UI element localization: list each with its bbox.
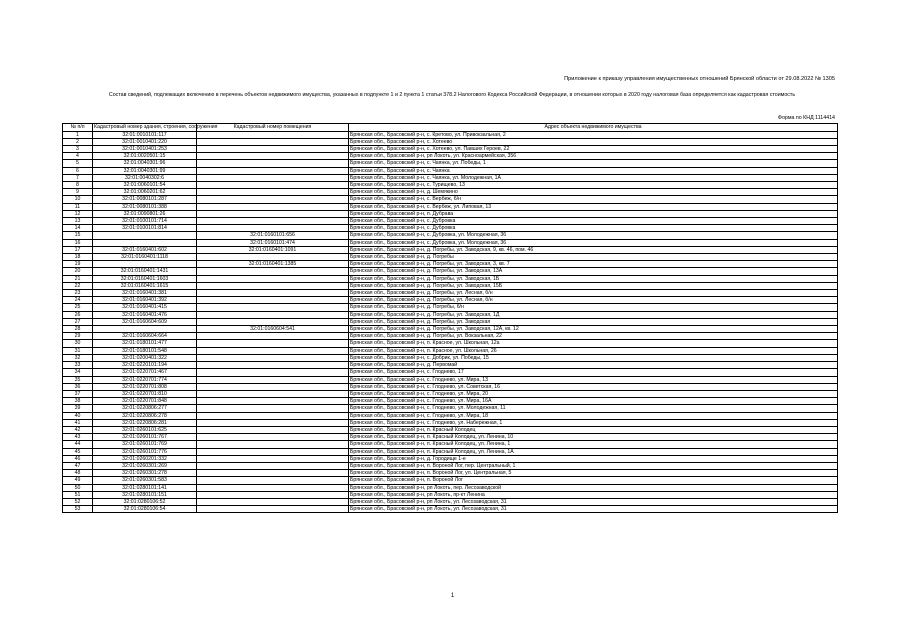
table-row bbox=[63, 398, 838, 405]
premises-cadastral-number bbox=[197, 369, 349, 376]
premises-cadastral-number bbox=[197, 441, 349, 448]
premises-cadastral-number bbox=[197, 210, 349, 217]
row-number: 51 bbox=[63, 491, 93, 498]
object-address: Брянская обл., Брасовский р-н, д. Погребы, ул. Заводская, 1Д bbox=[349, 311, 838, 318]
building-cadastral-number: 32:01:0220806:278 bbox=[93, 412, 197, 419]
table-row bbox=[63, 174, 838, 181]
row-number: 13 bbox=[63, 218, 93, 225]
building-cadastral-number: 32:01:0160401:476 bbox=[93, 311, 197, 318]
building-cadastral-number: 32:01:0160401:1118 bbox=[93, 254, 197, 261]
table-row bbox=[63, 333, 838, 340]
premises-cadastral-number bbox=[197, 354, 349, 361]
table-row bbox=[63, 131, 838, 138]
row-number: 4 bbox=[63, 153, 93, 160]
premises-cadastral-number bbox=[197, 167, 349, 174]
row-number: 31 bbox=[63, 347, 93, 354]
table-row bbox=[63, 261, 838, 268]
object-address: Брянская обл., Брасовский р-н, п. Красный Колодец, ул. Ленина, 1 bbox=[349, 441, 838, 448]
row-number: 22 bbox=[63, 282, 93, 289]
object-address: Брянская обл., Брасовский р-н, д. Погребы, ул. Заводская, 13А bbox=[349, 268, 838, 275]
table-row bbox=[63, 246, 838, 253]
table-row bbox=[63, 340, 838, 347]
row-number: 5 bbox=[63, 160, 93, 167]
table-row bbox=[63, 491, 838, 498]
building-cadastral-number: 32:01:0280101:141 bbox=[93, 484, 197, 491]
row-number: 48 bbox=[63, 470, 93, 477]
object-address: Брянская обл., Брасовский р-н, рп Локоть, ул. Лесозаводская, 31 bbox=[349, 498, 838, 505]
row-number: 15 bbox=[63, 232, 93, 239]
table-row bbox=[63, 390, 838, 397]
table-row bbox=[63, 426, 838, 433]
document-heading: Состав сведений, подлежащих включению в перечень объектов недвижимого имущества, указанных в подпункте 1 и 2 пункта 1 статьи 378.2 Налогового Кодекса Российской Федерации, в отношении которых в 2020 году налоговая база определяется как кадастровая стоимость bbox=[108, 92, 796, 98]
building-cadastral-number: 32:01:0260201:332 bbox=[93, 455, 197, 462]
row-number: 41 bbox=[63, 419, 93, 426]
building-cadastral-number: 32:01:0160401:1615 bbox=[93, 282, 197, 289]
building-cadastral-number: 32:01:0220806:277 bbox=[93, 405, 197, 412]
object-address: Брянская обл., Брасовский р-н, д. Погребы, ул. Лесная, б/н bbox=[349, 297, 838, 304]
row-number: 12 bbox=[63, 210, 93, 217]
table-row bbox=[63, 268, 838, 275]
row-number: 2 bbox=[63, 138, 93, 145]
row-number: 27 bbox=[63, 318, 93, 325]
premises-cadastral-number bbox=[197, 383, 349, 390]
object-address: Брянская обл., Брасовский р-н, с. Вербеж, б/н bbox=[349, 196, 838, 203]
table-row bbox=[63, 412, 838, 419]
object-address: Брянская обл., Брасовский р-н, д. Погребы bbox=[349, 254, 838, 261]
building-cadastral-number: 32:01:0020501:15 bbox=[93, 153, 197, 160]
premises-cadastral-number bbox=[197, 146, 349, 153]
row-number: 11 bbox=[63, 203, 93, 210]
table-row bbox=[63, 218, 838, 225]
object-address: Брянская обл., Брасовский р-н, с. Дубровка, ул. Молодежная, 36 bbox=[349, 239, 838, 246]
object-address: Брянская обл., Брасовский р-н, с. Глоднево, 17 bbox=[349, 369, 838, 376]
premises-cadastral-number bbox=[197, 470, 349, 477]
premises-cadastral-number: 32:01:0160101:656 bbox=[197, 232, 349, 239]
object-address: Брянская обл., Брасовский р-н, с. Дубровка bbox=[349, 225, 838, 232]
premises-cadastral-number bbox=[197, 498, 349, 505]
building-cadastral-number: 32:01:0220701:774 bbox=[93, 376, 197, 383]
row-number: 29 bbox=[63, 333, 93, 340]
premises-cadastral-number: 32:01:0160401:1385 bbox=[197, 261, 349, 268]
table-row bbox=[63, 311, 838, 318]
building-cadastral-number: 32:01:0260301:278 bbox=[93, 470, 197, 477]
premises-cadastral-number bbox=[197, 182, 349, 189]
building-cadastral-number: 32:01:0180101:477 bbox=[93, 340, 197, 347]
premises-cadastral-number bbox=[197, 160, 349, 167]
premises-cadastral-number bbox=[197, 304, 349, 311]
premises-cadastral-number bbox=[197, 333, 349, 340]
building-cadastral-number: 32:01:0090801:26 bbox=[93, 210, 197, 217]
object-address: Брянская обл., Брасовский р-н, с. Дубровка bbox=[349, 218, 838, 225]
table-row bbox=[63, 326, 838, 333]
building-cadastral-number: 32:01:0220701:810 bbox=[93, 390, 197, 397]
object-address: Брянская обл., Брасовский р-н, д. Погребы, ул. Заводская, 15Б bbox=[349, 282, 838, 289]
building-cadastral-number: 32:01:0010101:117 bbox=[93, 131, 197, 138]
row-number: 14 bbox=[63, 225, 93, 232]
object-address: Брянская обл., Брасовский р-н, с. Чаянка, ул. Победы, 1 bbox=[349, 160, 838, 167]
row-number: 44 bbox=[63, 441, 93, 448]
building-cadastral-number: 32:01:0160401:1431 bbox=[93, 268, 197, 275]
table-row bbox=[63, 405, 838, 412]
table-row bbox=[63, 506, 838, 513]
row-number: 26 bbox=[63, 311, 93, 318]
object-address: Брянская обл., Брасовский р-н, с. Глоднево, ул. Молодежная, 11 bbox=[349, 405, 838, 412]
premises-cadastral-number bbox=[197, 311, 349, 318]
building-cadastral-number: 32:01:0280101:151 bbox=[93, 491, 197, 498]
building-cadastral-number: 32:01:0160401:415 bbox=[93, 304, 197, 311]
object-address: Брянская обл., Брасовский р-н, д. Погребы, ул. Лесная, б/н bbox=[349, 290, 838, 297]
premises-cadastral-number bbox=[197, 189, 349, 196]
property-table bbox=[62, 123, 838, 513]
premises-cadastral-number bbox=[197, 390, 349, 397]
row-number: 52 bbox=[63, 498, 93, 505]
object-address: Брянская обл., Брасовский р-н, с. Глоднево, ул. Мира, 16А bbox=[349, 398, 838, 405]
object-address: Брянская обл., Брасовский р-н, д. Погребы, ул. Заводская bbox=[349, 318, 838, 325]
row-number: 42 bbox=[63, 426, 93, 433]
object-address: Брянская обл., Брасовский р-н, с. Глоднево, ул. Мира, 20 bbox=[349, 390, 838, 397]
object-address: Брянская обл., Брасовский р-н, п. Красное, ул. Школьная, 26 bbox=[349, 347, 838, 354]
appendix-line: Приложение к приказу управления имущественных отношений Брянской области от 29.08.2022 № 1305 bbox=[564, 76, 835, 82]
building-cadastral-number: 32:01:0180101:548 bbox=[93, 347, 197, 354]
table-row bbox=[63, 369, 838, 376]
building-cadastral-number: 32:01:0080101:388 bbox=[93, 203, 197, 210]
table-row bbox=[63, 362, 838, 369]
building-cadastral-number: 32:01:0060201:62 bbox=[93, 189, 197, 196]
premises-cadastral-number bbox=[197, 282, 349, 289]
table-row bbox=[63, 138, 838, 145]
row-number: 18 bbox=[63, 254, 93, 261]
table-row bbox=[63, 462, 838, 469]
object-address: Брянская обл., Брасовский р-н, п. Вороной Лог, ул. Центральная, 5 bbox=[349, 470, 838, 477]
building-cadastral-number bbox=[93, 261, 197, 268]
object-address: Брянская обл., Брасовский р-н, д. Погребы, ул. Заводская, 3, кв. 7 bbox=[349, 261, 838, 268]
premises-cadastral-number bbox=[197, 376, 349, 383]
object-address: Брянская обл., Брасовский р-н, с. Чаянка bbox=[349, 167, 838, 174]
building-cadastral-number: 32:01:0280106:52 bbox=[93, 498, 197, 505]
table-row bbox=[63, 290, 838, 297]
row-number: 20 bbox=[63, 268, 93, 275]
building-cadastral-number: 32:01:0100101:814 bbox=[93, 225, 197, 232]
object-address: Брянская обл., Брасовский р-н, с. Дубровка, ул. Молодежная, 36 bbox=[349, 232, 838, 239]
table-row bbox=[63, 232, 838, 239]
table-row bbox=[63, 254, 838, 261]
premises-cadastral-number bbox=[197, 362, 349, 369]
premises-cadastral-number bbox=[197, 419, 349, 426]
premises-cadastral-number bbox=[197, 203, 349, 210]
table-row bbox=[63, 160, 838, 167]
table-row bbox=[63, 282, 838, 289]
row-number: 33 bbox=[63, 362, 93, 369]
building-cadastral-number: 32:01:0260101:769 bbox=[93, 441, 197, 448]
premises-cadastral-number bbox=[197, 290, 349, 297]
row-number: 37 bbox=[63, 390, 93, 397]
object-address: Брянская обл., Брасовский р-н, с. Вербеж, ул. Липовая, 13 bbox=[349, 203, 838, 210]
row-number: 45 bbox=[63, 448, 93, 455]
building-cadastral-number: 32:01:0010401:253 bbox=[93, 146, 197, 153]
table-row bbox=[63, 419, 838, 426]
building-cadastral-number: 32:01:0260101:625 bbox=[93, 426, 197, 433]
premises-cadastral-number bbox=[197, 462, 349, 469]
object-address: Брянская обл., Брасовский р-н, рп Локоть, пр-кт Ленина bbox=[349, 491, 838, 498]
row-number: 28 bbox=[63, 326, 93, 333]
building-cadastral-number: 32:01:0010401:220 bbox=[93, 138, 197, 145]
building-cadastral-number: 32:01:0160401:392 bbox=[93, 297, 197, 304]
row-number: 7 bbox=[63, 174, 93, 181]
object-address: Брянская обл., Брасовский р-н, д. Погребы, б/н bbox=[349, 304, 838, 311]
premises-cadastral-number bbox=[197, 477, 349, 484]
object-address: Брянская обл., Брасовский р-н, с. Хотеево, ул. Павших Героев, 22 bbox=[349, 146, 838, 153]
object-address: Брянская обл., Брасовский р-н, д. Погребы, ул. Заводская, 12А, кв. 12 bbox=[349, 326, 838, 333]
premises-cadastral-number bbox=[197, 275, 349, 282]
object-address: Брянская обл., Брасовский р-н, п. Красное, ул. Школьная, 12а bbox=[349, 340, 838, 347]
row-number: 1 bbox=[63, 131, 93, 138]
row-number: 6 bbox=[63, 167, 93, 174]
premises-cadastral-number bbox=[197, 318, 349, 325]
row-number: 43 bbox=[63, 434, 93, 441]
object-address: Брянская обл., Брасовский р-н, с. Кретово, ул. Привокзальная, 2 bbox=[349, 131, 838, 138]
premises-cadastral-number: 32:01:0160604:541 bbox=[197, 326, 349, 333]
row-number: 9 bbox=[63, 189, 93, 196]
table-row bbox=[63, 347, 838, 354]
building-cadastral-number bbox=[93, 232, 197, 239]
object-address: Брянская обл., Брасовский р-н, с. Чаянка, ул. Молодежная, 1А bbox=[349, 174, 838, 181]
table-row bbox=[63, 304, 838, 311]
building-cadastral-number: 32:01:0260101:776 bbox=[93, 448, 197, 455]
premises-cadastral-number bbox=[197, 297, 349, 304]
table-row bbox=[63, 146, 838, 153]
building-cadastral-number: 32:01:0220701:808 bbox=[93, 383, 197, 390]
building-cadastral-number bbox=[93, 326, 197, 333]
building-cadastral-number: 32:01:0160401:1603 bbox=[93, 275, 197, 282]
table-row bbox=[63, 196, 838, 203]
row-number: 34 bbox=[63, 369, 93, 376]
header-num: № п/п bbox=[63, 124, 93, 132]
building-cadastral-number: 32:01:0080101:287 bbox=[93, 196, 197, 203]
premises-cadastral-number bbox=[197, 347, 349, 354]
premises-cadastral-number bbox=[197, 131, 349, 138]
building-cadastral-number: 32:01:0160604:664 bbox=[93, 333, 197, 340]
object-address: Брянская обл., Брасовский р-н, д. Погребы, ул. Заводская, 9, кв. 46, пом. 46 bbox=[349, 246, 838, 253]
building-cadastral-number: 32:01:0220101:194 bbox=[93, 362, 197, 369]
premises-cadastral-number: 32:01:0160401:1091 bbox=[197, 246, 349, 253]
premises-cadastral-number bbox=[197, 455, 349, 462]
premises-cadastral-number bbox=[197, 448, 349, 455]
row-number: 30 bbox=[63, 340, 93, 347]
premises-cadastral-number bbox=[197, 506, 349, 513]
table-row bbox=[63, 448, 838, 455]
row-number: 32 bbox=[63, 354, 93, 361]
premises-cadastral-number: 32:01:0160101:474 bbox=[197, 239, 349, 246]
row-number: 39 bbox=[63, 405, 93, 412]
table-row bbox=[63, 434, 838, 441]
premises-cadastral-number bbox=[197, 398, 349, 405]
table-row bbox=[63, 167, 838, 174]
building-cadastral-number: 32:01:0040302:6 bbox=[93, 174, 197, 181]
row-number: 35 bbox=[63, 376, 93, 383]
table-row bbox=[63, 239, 838, 246]
row-number: 46 bbox=[63, 455, 93, 462]
object-address: Брянская обл., Брасовский р-н, рп Локоть, ул. Лесозаводская, 31 bbox=[349, 506, 838, 513]
row-number: 50 bbox=[63, 484, 93, 491]
building-cadastral-number: 32:01:0220701:848 bbox=[93, 398, 197, 405]
row-number: 47 bbox=[63, 462, 93, 469]
row-number: 36 bbox=[63, 383, 93, 390]
row-number: 38 bbox=[63, 398, 93, 405]
object-address: Брянская обл., Брасовский р-н, с. Глоднево, ул. Набережная, 1 bbox=[349, 419, 838, 426]
object-address: Брянская обл., Брасовский р-н, п. Дубрава bbox=[349, 210, 838, 217]
row-number: 19 bbox=[63, 261, 93, 268]
premises-cadastral-number bbox=[197, 196, 349, 203]
premises-cadastral-number bbox=[197, 153, 349, 160]
building-cadastral-number: 32:01:0100101:714 bbox=[93, 218, 197, 225]
row-number: 53 bbox=[63, 506, 93, 513]
row-number: 40 bbox=[63, 412, 93, 419]
premises-cadastral-number bbox=[197, 174, 349, 181]
object-address: Брянская обл., Брасовский р-н, д. Городище 1-е bbox=[349, 455, 838, 462]
premises-cadastral-number bbox=[197, 225, 349, 232]
building-cadastral-number: 32:01:0260101:767 bbox=[93, 434, 197, 441]
object-address: Брянская обл., Брасовский р-н, д. Погребы, ул. Заводская, 1Б bbox=[349, 275, 838, 282]
row-number: 3 bbox=[63, 146, 93, 153]
table-header-row bbox=[63, 124, 838, 132]
building-cadastral-number: 32:01:0040301:99 bbox=[93, 167, 197, 174]
premises-cadastral-number bbox=[197, 138, 349, 145]
building-cadastral-number: 32:01:0200401:322 bbox=[93, 354, 197, 361]
building-cadastral-number bbox=[93, 239, 197, 246]
object-address: Брянская обл., Брасовский р-н, д. Погребы, ул. Вокзальная, 22 bbox=[349, 333, 838, 340]
object-address: Брянская обл., Брасовский р-н, с. Хотеево bbox=[349, 138, 838, 145]
premises-cadastral-number bbox=[197, 426, 349, 433]
table-row bbox=[63, 383, 838, 390]
table-row bbox=[63, 354, 838, 361]
premises-cadastral-number bbox=[197, 268, 349, 275]
table-row bbox=[63, 318, 838, 325]
object-address: Брянская обл., Брасовский р-н, п. Красный Колодец bbox=[349, 426, 838, 433]
object-address: Брянская обл., Брасовский р-н, д. Шемякино bbox=[349, 189, 838, 196]
premises-cadastral-number bbox=[197, 405, 349, 412]
object-address: Брянская обл., Брасовский р-н, п. Вороной Лог, пер. Центральный, 1 bbox=[349, 462, 838, 469]
object-address: Брянская обл., Брасовский р-н, с. Глоднево, ул. Мира, 13 bbox=[349, 376, 838, 383]
premises-cadastral-number bbox=[197, 484, 349, 491]
object-address: Брянская обл., Брасовский р-н, п. Красный Колодец, ул. Ленина, 1А bbox=[349, 448, 838, 455]
table-row bbox=[63, 477, 838, 484]
building-cadastral-number: 32:01:0160604:609 bbox=[93, 318, 197, 325]
object-address: Брянская обл., Брасовский р-н, рп Локоть, пер. Лесозаводской bbox=[349, 484, 838, 491]
table-row bbox=[63, 210, 838, 217]
page-number: 1 bbox=[450, 593, 455, 599]
table-row bbox=[63, 153, 838, 160]
table-row bbox=[63, 275, 838, 282]
row-number: 49 bbox=[63, 477, 93, 484]
row-number: 23 bbox=[63, 290, 93, 297]
object-address: Брянская обл., Брасовский р-н, п. Красный Колодец, ул. Ленина, 10 bbox=[349, 434, 838, 441]
object-address: Брянская обл., Брасовский р-н, рп Локоть, ул. Красноармейская, 356 bbox=[349, 153, 838, 160]
header-premises: Кадастровый номер помещения bbox=[197, 124, 349, 132]
object-address: Брянская обл., Брасовский р-н, с. Добрик, ул. Победы, 15 bbox=[349, 354, 838, 361]
form-code: Форма по КНД 1114414 bbox=[777, 115, 835, 121]
building-cadastral-number: 32:01:0220701:467 bbox=[93, 369, 197, 376]
row-number: 10 bbox=[63, 196, 93, 203]
premises-cadastral-number bbox=[197, 491, 349, 498]
table-row bbox=[63, 203, 838, 210]
premises-cadastral-number bbox=[197, 218, 349, 225]
table-row bbox=[63, 470, 838, 477]
object-address: Брянская обл., Брасовский р-н, с. Турищево, 13 bbox=[349, 182, 838, 189]
premises-cadastral-number bbox=[197, 434, 349, 441]
table-row bbox=[63, 182, 838, 189]
row-number: 16 bbox=[63, 239, 93, 246]
building-cadastral-number: 32:01:0040301:96 bbox=[93, 160, 197, 167]
premises-cadastral-number bbox=[197, 340, 349, 347]
table-row bbox=[63, 498, 838, 505]
premises-cadastral-number bbox=[197, 254, 349, 261]
building-cadastral-number: 32:01:0260301:583 bbox=[93, 477, 197, 484]
row-number: 25 bbox=[63, 304, 93, 311]
table-row bbox=[63, 189, 838, 196]
row-number: 24 bbox=[63, 297, 93, 304]
header-address: Адрес объекта недвижимого имущества bbox=[349, 124, 838, 132]
building-cadastral-number: 32:01:0260301:269 bbox=[93, 462, 197, 469]
table-row bbox=[63, 376, 838, 383]
table-row bbox=[63, 297, 838, 304]
object-address: Брянская обл., Брасовский р-н, д. Первомай bbox=[349, 362, 838, 369]
row-number: 17 bbox=[63, 246, 93, 253]
object-address: Брянская обл., Брасовский р-н, с. Глоднево, ул. Мира, 18 bbox=[349, 412, 838, 419]
object-address: Брянская обл., Брасовский р-н, с. Глоднево, ул. Советская, 16 bbox=[349, 383, 838, 390]
table-row bbox=[63, 455, 838, 462]
row-number: 21 bbox=[63, 275, 93, 282]
building-cadastral-number: 32:01:0160401:602 bbox=[93, 246, 197, 253]
building-cadastral-number: 32:01:0160401:381 bbox=[93, 290, 197, 297]
table-row bbox=[63, 441, 838, 448]
table-row bbox=[63, 484, 838, 491]
row-number: 8 bbox=[63, 182, 93, 189]
premises-cadastral-number bbox=[197, 412, 349, 419]
building-cadastral-number: 32:01:0280106:54 bbox=[93, 506, 197, 513]
building-cadastral-number: 32:01:0060101:54 bbox=[93, 182, 197, 189]
building-cadastral-number: 32:01:0220806:281 bbox=[93, 419, 197, 426]
header-building: Кадастровый номер здания, строения, сооружения bbox=[94, 124, 218, 130]
object-address: Брянская обл., Брасовский р-н, п. Вороной Лог bbox=[349, 477, 838, 484]
table-row bbox=[63, 225, 838, 232]
